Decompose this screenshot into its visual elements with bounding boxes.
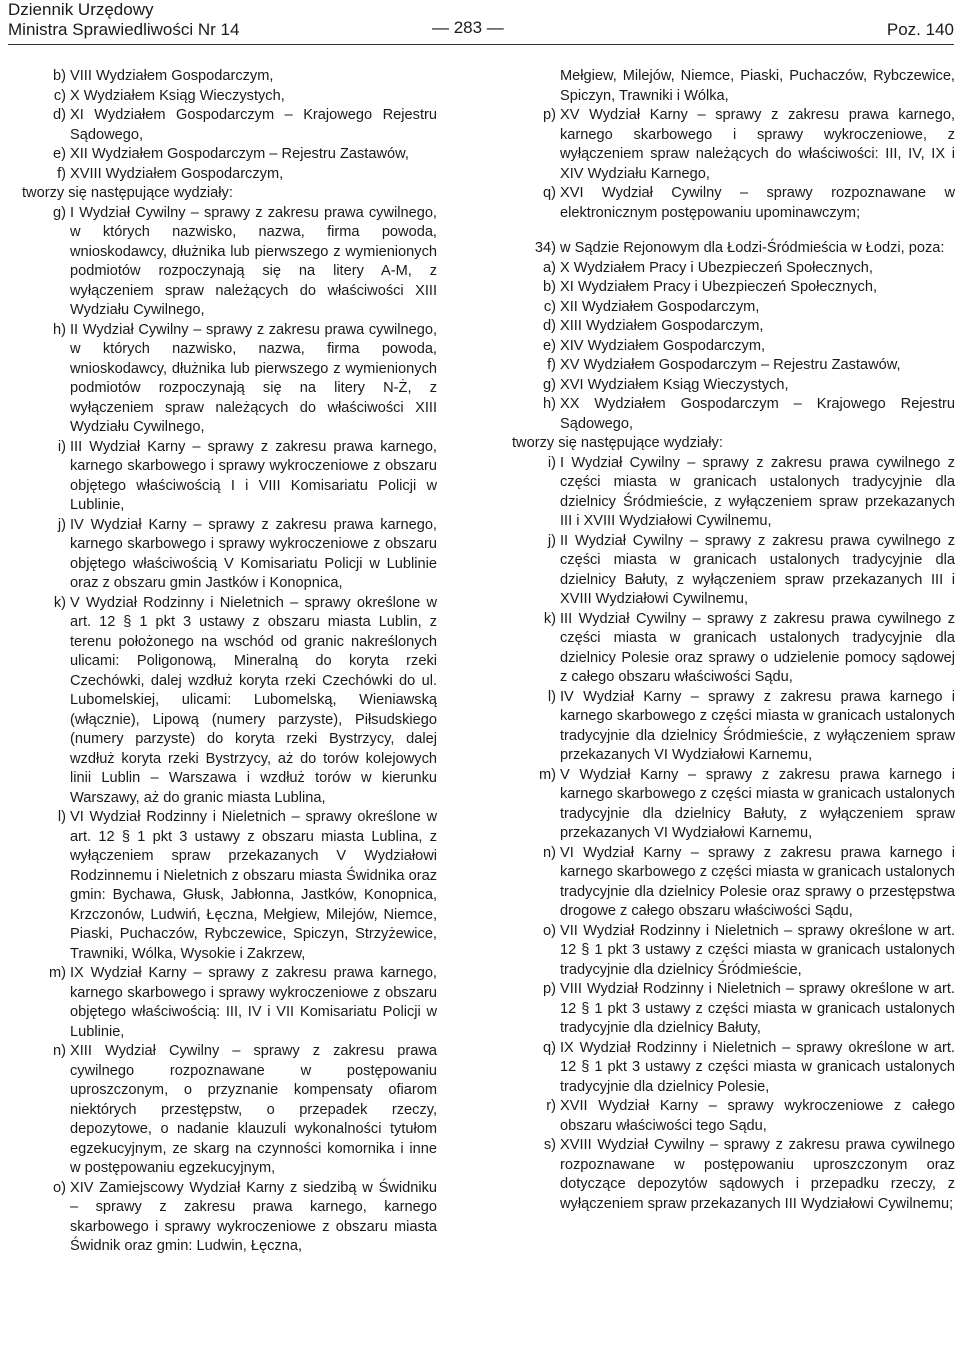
- item-label: r): [546, 1098, 556, 1114]
- item-text: III Wydział Cywilny – sprawy z zakresu prawa cywilnego z części miasta w granicach ustalonych tradycyjnie dla dzielnicy Polesie oraz sprawy o udzielenie pomocy sądowej z całego obszaru właściwości Sądu,: [560, 610, 955, 685]
- list-item: [512, 688, 955, 766]
- list-item: [22, 67, 437, 87]
- item-text: VI Wydział Rodzinny i Nieletnich – sprawy określone w art. 12 § 1 pkt 3 ustawy z obszaru miasta Lublina, z wyłączeniem spraw przekazanych V Wydziałowi Rodzinnemu i Nieletnich z obszaru miasta Świdnika oraz gmin: Bychawa, Głusk, Jabłonna, Jastków, Konopnica, Krzczonów, Ludwiń, Łęczna, Mełgiew, Milejów, Niemce, Piaski, Puchaczów, Rybczewice, Spiczyn, Strzyżewice, Trawniki, Wólka, Wysokie i Zakrzew,: [70, 809, 437, 962]
- list-item: [512, 395, 955, 434]
- item-label: k): [53, 594, 66, 611]
- list-item: [512, 532, 955, 610]
- item-text: XVI Wydział Cywilny – sprawy rozpoznawane w elektronicznym postępowaniu upominawczym;: [560, 185, 955, 221]
- list-item: [512, 1097, 955, 1136]
- list-item: [512, 844, 955, 922]
- item-label: n): [543, 844, 556, 861]
- item-label: q): [543, 1039, 556, 1056]
- item-text: IV Wydział Karny – sprawy z zakresu prawa karnego, karnego skarbowego i sprawy wykroczeniowe z obszaru objętego właściwością V Komisariatu Policji w Lublinie oraz z obszaru gmin Jastków i Konopnica,: [70, 516, 437, 591]
- item-text: VIII Wydział Rodzinny i Nieletnich – sprawy określone w art. 12 § 1 pkt 3 ustawy z części miasta w granicach ustalonych tradycyjnie dla dzielnicy Bałuty,: [560, 981, 955, 1036]
- list-item: [512, 980, 955, 1039]
- item-label: l): [57, 809, 66, 825]
- item-label: b): [53, 68, 66, 84]
- item-text: XIII Wydziałem Gospodarczym,: [560, 318, 764, 334]
- item-label: d): [543, 318, 556, 334]
- item-text: XI Wydziałem Pracy i Ubezpieczeń Społecznych,: [560, 279, 878, 295]
- item-label: h): [53, 321, 66, 338]
- item-text: X Wydziałem Ksiąg Wieczystych,: [70, 87, 285, 104]
- item-label: q): [543, 185, 556, 201]
- item-text: XII Wydziałem Gospodarczym – Rejestru Zastawów,: [70, 146, 409, 162]
- list-item: [22, 106, 437, 145]
- item-text: XVI Wydziałem Ksiąg Wieczystych,: [560, 376, 789, 393]
- page-header: [8, 0, 954, 44]
- item-text: II Wydział Cywilny – sprawy z zakresu prawa cywilnego, w których nazwisko, nazwa, firma powoda, wnioskodawcy, dłużnika lub pierwszego z wymienionych podmiotów rozpoczynają się na litery N-Ż, z wyłączeniem spraw należących do właściwości XIII Wydziału Cywilnego,: [70, 321, 437, 435]
- list-item: [512, 610, 955, 688]
- list-item: [512, 278, 955, 298]
- left-column: [22, 67, 437, 1257]
- item-label: d): [53, 107, 66, 123]
- item-label: g): [53, 204, 66, 221]
- item-text: III Wydział Karny – sprawy z zakresu prawa karnego, karnego skarbowego i sprawy wykroczeniowe z obszaru objętego właściwością I i VIII Komisariatu Policji w Lublinie,: [70, 438, 437, 513]
- list-item: [22, 438, 437, 516]
- item-label: n): [53, 1043, 66, 1059]
- item-text: IX Wydział Karny – sprawy z zakresu prawa karnego, karnego skarbowego i sprawy wykroczeniowe z obszaru objętego właściwością: III, IV i VII Komisariatu Policji w Lublinie,: [70, 965, 437, 1040]
- list-item: [512, 766, 955, 844]
- item-label: e): [53, 146, 66, 162]
- list-item: [512, 337, 955, 357]
- item-label: c): [53, 87, 66, 104]
- item-text: w Sądzie Rejonowym dla Łodzi-Śródmieścia w Łodzi, poza:: [560, 240, 945, 256]
- item-text: VI Wydział Karny – sprawy z zakresu prawa karnego i karnego skarbowego z części miasta w granicach ustalonych tradycyjnie dla dzielnicy Polesie oraz sprawy o przestępstwa drogowe z całego obszaru właściwości Sądu,: [560, 844, 955, 919]
- list-item: [512, 376, 955, 396]
- header-divider: [8, 44, 954, 45]
- continuation-paragraph: Mełgiew, Milejów, Niemce, Piaski, Puchaczów, Rybczewice, Spiczyn, Trawniki i Wólka,: [560, 68, 955, 104]
- item-label: j): [547, 532, 556, 549]
- item-label: k): [543, 610, 556, 627]
- item-text: XX Wydziałem Gospodarczym – Krajowego Rejestru Sądowego,: [560, 396, 955, 432]
- item-label: i): [547, 454, 556, 471]
- intro-line: tworzy się następujące wydziały:: [512, 435, 723, 451]
- item-text: XII Wydziałem Gospodarczym,: [560, 298, 760, 315]
- right-column: [512, 67, 955, 1214]
- item-label: p): [543, 981, 556, 997]
- item-text: XVIII Wydział Cywilny – sprawy z zakresu prawa cywilnego rozpoznawane w postępowaniu uproszczonym oraz dotyczące depozytów sądowych i przepadku rzeczy, z wyłączeniem spraw przekazanych III Wydziałowi Cywilnemu;: [560, 1137, 955, 1212]
- list-item: [512, 259, 955, 279]
- item-label: a): [543, 259, 556, 276]
- item-label: g): [543, 376, 556, 393]
- item-text: XVII Wydział Karny – sprawy wykroczeniowe z całego obszaru właściwości tego Sądu,: [560, 1098, 955, 1134]
- item-text: VII Wydział Rodzinny i Nieletnich – sprawy określone w art. 12 § 1 pkt 3 ustawy z części miasta w granicach ustalonych tradycyjnie dla dzielnicy Śródmieście,: [560, 922, 955, 978]
- list-item: [22, 1042, 437, 1179]
- list-item: [22, 165, 437, 185]
- item-label: m): [48, 965, 66, 981]
- item-label: o): [543, 922, 556, 939]
- item-text: I Wydział Cywilny – sprawy z zakresu prawa cywilnego z części miasta w granicach ustalonych tradycyjnie dla dzielnicy Śródmieście, z wyłączeniem spraw przekazanych III i XVIII Wydziałowi Cywilnemu,: [560, 454, 955, 529]
- header-left: [8, 0, 239, 40]
- list-item: [22, 964, 437, 1042]
- item-text: I Wydział Cywilny – sprawy z zakresu prawa cywilnego, w których nazwisko, nazwa, firma powoda, wnioskodawcy, dłużnika lub pierwszego z wymienionych podmiotów rozpoczynają się na litery A-M, z wyłączeniem spraw należących do właściwości XIII Wydziału Cywilnego,: [70, 204, 437, 318]
- item-label: i): [57, 438, 66, 455]
- list-item: [512, 184, 955, 223]
- item-text: VIII Wydziałem Gospodarczym,: [70, 68, 274, 84]
- item-text: V Wydział Karny – sprawy z zakresu prawa karnego i karnego skarbowego z części miasta w granicach ustalonych tradycyjnie dla dzielnicy Bałuty, z wyłączeniem spraw przekazanych VI Wydziałowi Karnemu,: [560, 766, 955, 841]
- list-item: [512, 106, 955, 184]
- item-text: IX Wydział Rodzinny i Nieletnich – sprawy określone w art. 12 § 1 pkt 3 ustawy z części miasta w granicach ustalonych tradycyjnie dla dzielnicy Polesie,: [560, 1039, 955, 1095]
- page-number: — 283 —: [432, 18, 504, 37]
- list-item: [512, 317, 955, 337]
- item-label: m): [538, 766, 556, 783]
- item-text: XIV Zamiejscowy Wydział Karny z siedzibą w Świdniku – sprawy z zakresu prawa karnego, karnego skarbowego i sprawy wykroczeniowe z obszaru miasta Świdnik oraz gmin: Ludwin, Łęczna,: [70, 1179, 437, 1254]
- item-label: h): [543, 396, 556, 412]
- item-text: V Wydział Rodzinny i Nieletnich – sprawy określone w art. 12 § 1 pkt 3 ustawy z obszaru miasta Lublin, z terenu położonego na wschód od granic nakreślonych ulicami: Poligonową, Mineralną do koryta rzeki Czechówki, dalej wzdłuż koryta rzeki Czechówki do ul. Lubomelskiej, ulicami: Lubomelską, Wieniawską (włącznie), Lipową (numery parzyste), Piłsudskiego (numery parzyste) do koryta rzeki Bystrzycy, dalej wzdłuż koryta rzeki Bystrzycy, aż do torów kolejowych linii Lublin – Warszawa i wzdłuż torów w kierunku Warszawy, aż do granic miasta Lublina,: [70, 594, 437, 806]
- item-text: XIV Wydziałem Gospodarczym,: [560, 337, 766, 354]
- list-item: [22, 145, 437, 165]
- item-label: o): [53, 1179, 66, 1196]
- item-text: X Wydziałem Pracy i Ubezpieczeń Społecznych,: [560, 259, 873, 276]
- list-item: [22, 516, 437, 594]
- intro-line: tworzy się następujące wydziały:: [22, 185, 233, 201]
- list-item: [512, 922, 955, 981]
- list-item: [22, 808, 437, 964]
- item-text: XIII Wydział Cywilny – sprawy z zakresu prawa cywilnego rozpoznawane w postępowaniu uproszczonym, o przyznanie kompensaty ofiarom niektórych przestępstw, o przepadek rzeczy, depozytowe, o nadanie klauzuli wykonalności tytułom egzekucyjnym, ze skarg na czynności komornika i inne w postępowaniu egzekucyjnym,: [70, 1043, 437, 1176]
- list-item: [512, 356, 955, 376]
- list-item: [22, 87, 437, 107]
- list-item: [22, 204, 437, 321]
- list-item: [512, 298, 955, 318]
- list-item: [22, 1179, 437, 1257]
- item-text: II Wydział Cywilny – sprawy z zakresu prawa cywilnego z części miasta w granicach ustalonych tradycyjnie dla dzielnicy Bałuty, z wyłączeniem spraw przekazanych III i XVIII Wydziałowi Cywilnemu,: [560, 532, 955, 607]
- item-label: 34): [534, 240, 556, 256]
- item-label: s): [543, 1137, 556, 1153]
- item-text: XVIII Wydziałem Gospodarczym,: [70, 165, 284, 182]
- numbered-item: [512, 239, 955, 259]
- list-item: [512, 1039, 955, 1098]
- item-text: IV Wydział Karny – sprawy z zakresu prawa karnego i karnego skarbowego z części miasta w granicach ustalonych tradycyjnie dla dzielnicy Śródmieście, z wyłączeniem spraw przekazanych VI Wydziałowi Karnemu,: [560, 688, 955, 763]
- list-item: [512, 454, 955, 532]
- list-item: [22, 594, 437, 809]
- item-label: b): [543, 279, 556, 295]
- item-label: e): [543, 337, 556, 354]
- item-text: XV Wydział Karny – sprawy z zakresu prawa karnego, karnego skarbowego i sprawy wykroczeniowe, z wyłączeniem spraw należących do właściwości: III, IV, IX i XIV Wydziału Karnego,: [560, 107, 955, 182]
- list-item: [22, 321, 437, 438]
- ministry-issue: Ministra Sprawiedliwości Nr 14: [8, 20, 240, 39]
- item-label: f): [57, 165, 66, 182]
- item-label: c): [543, 298, 556, 315]
- item-text: XV Wydziałem Gospodarczym – Rejestru Zastawów,: [560, 357, 901, 373]
- item-label: f): [547, 357, 556, 373]
- position-number: Poz. 140: [886, 20, 954, 39]
- item-label: p): [543, 107, 556, 123]
- item-label: l): [547, 688, 556, 705]
- item-text: XI Wydziałem Gospodarczym – Krajowego Rejestru Sądowego,: [70, 107, 437, 143]
- item-label: j): [57, 516, 66, 533]
- list-item: [512, 1136, 955, 1214]
- journal-title: Dziennik Urzędowy: [8, 0, 154, 19]
